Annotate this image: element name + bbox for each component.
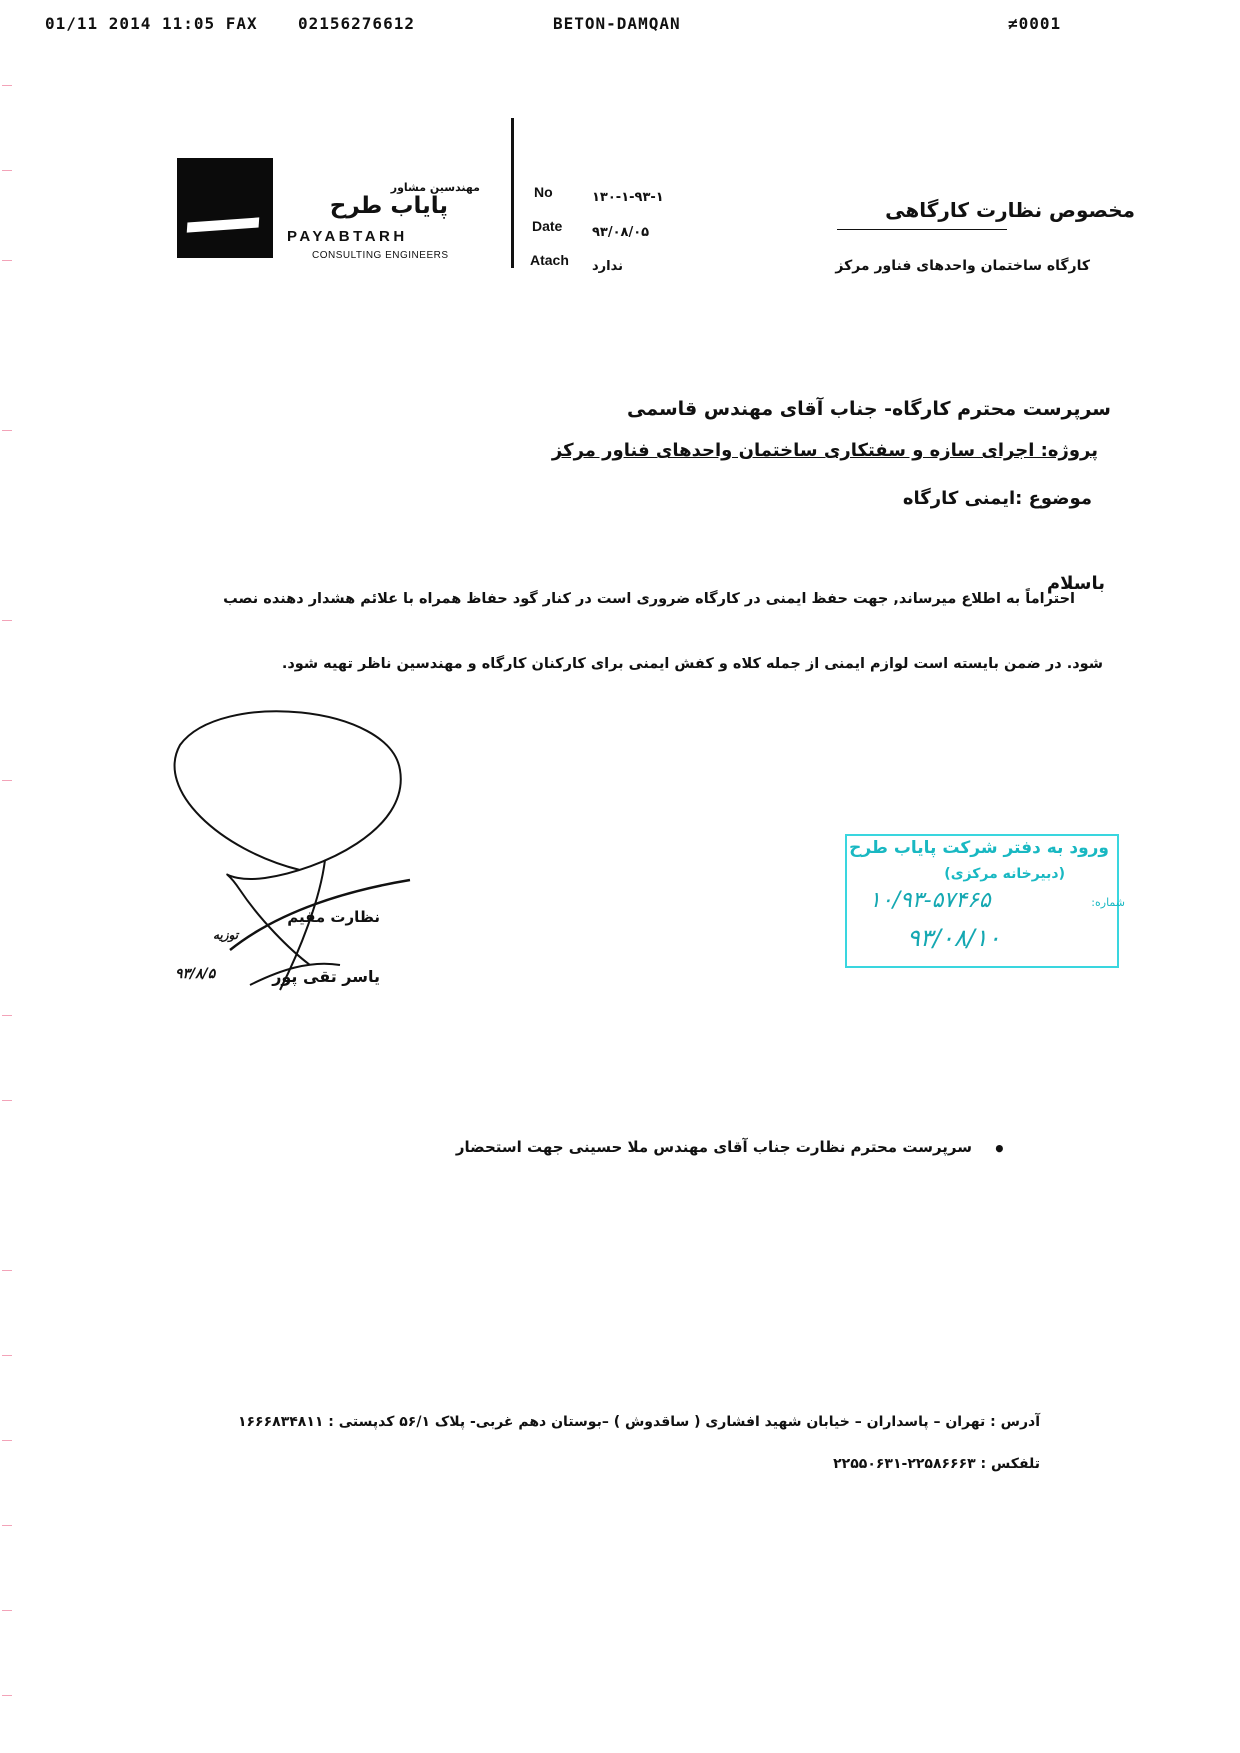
no-label: No [534,184,553,200]
stamp-line-1: ورود به دفتر شرکت پایاب طرح [849,838,1109,858]
company-name-fa: پایاب طرح [329,193,448,219]
no-value: ۱۳۰-۱-۹۳-۱ [592,190,664,205]
subject: موضوع :ایمنی کارگاه [902,488,1092,509]
attach-value: ندارد [592,259,624,274]
signature-title: نظارت مقیم [287,908,380,926]
footer-phone: تلفکس : ۲۲۵۸۶۶۶۳-۲۲۵۵۰۶۳۱ [833,1456,1040,1472]
signature-date: ۹۳/۸/۵ [175,966,216,982]
signature-name: یاسر تقی پور [272,967,380,986]
handwritten-signature [160,710,420,1000]
date-value: ۹۳/۰۸/۰۵ [592,225,650,240]
company-tagline: CONSULTING ENGINEERS [312,250,449,261]
date-label: Date [532,218,563,234]
fax-sender: BETON-DAMQAN [553,14,681,33]
fax-page: ≠0001 [1008,14,1062,33]
company-logo [177,158,273,258]
greeting: باسلام [1046,573,1105,594]
body-line-2: شود. در ضمن بایسته است لوازم ایمنی از جمله کلاه و کفش ایمنی برای کارکنان کارگاه و مهندسین ناظر تهیه شود. [281,656,1103,672]
stamp-number: ۱۰/۹۳-۵۷۴۶۵ [869,888,991,913]
project: پروژه: اجرای سازه و سفتکاری ساختمان واحدهای فناور مرکز [551,440,1098,461]
fax-datetime: 01/11 2014 11:05 FAX [45,14,258,33]
company-subtitle: مهندسین مشاور [390,181,480,194]
body-line-1: احتراماً به اطلاع میرساند, جهت حفظ ایمنی در کارگاه ضروری است در کنار گود حفاظ همراه با علائم هشدار دهنده نصب [223,591,1075,607]
stamp-number-label: شماره: [1091,896,1125,909]
stamp-date: ۹۳/۰۸/۱۰ [907,924,1001,952]
cc-text: سرپرست محترم نظارت جناب آقای مهندس ملا حسینی جهت استحضار [455,1138,972,1156]
signature-note: توزیه [213,928,239,942]
site-name: کارگاه ساختمان واحدهای فناور مرکز [835,258,1090,274]
fax-number: 02156276612 [298,14,415,33]
header-divider [511,118,514,268]
supervision-title: مخصوص نظارت کارگاهی [885,198,1135,222]
receipt-stamp [845,834,1125,968]
stamp-line-2: (دبیرخانه مرکزی) [944,866,1065,882]
company-name-en: PAYABTARH [287,228,408,245]
title-underline [837,229,1007,230]
footer-address: آدرس : تهران – پاسداران – خیابان شهید افشاری ( ساقدوش ) –بوستان دهم غربی- پلاک ۵۶/۱ کدپستی : ۱۶۶۶۸۳۴۸۱۱ [237,1414,1040,1430]
recipient: سرپرست محترم کارگاه- جناب آقای مهندس قاسمی [627,398,1111,420]
cc-bullet: • [993,1137,1006,1161]
attach-label: Atach [530,252,569,268]
